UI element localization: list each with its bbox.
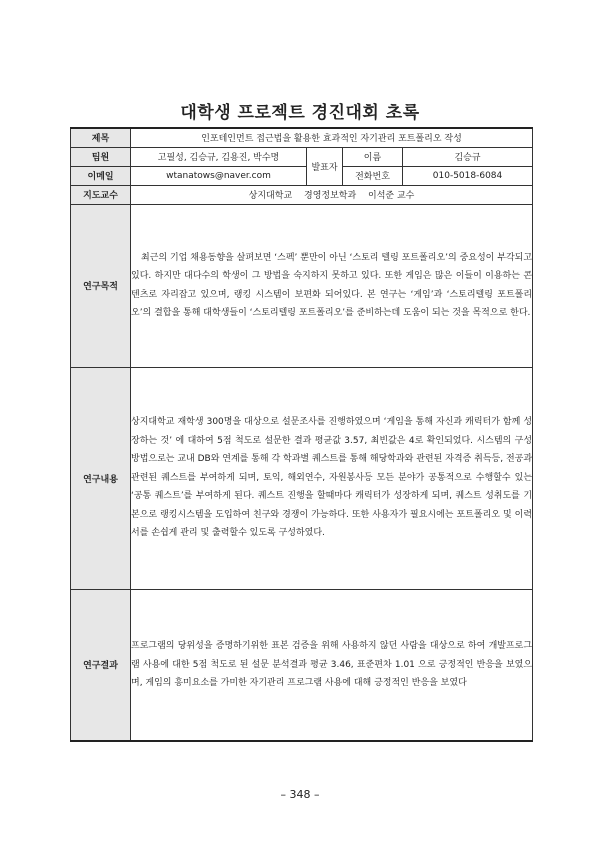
email-row: [71, 166, 533, 185]
phone-label: 전화번호: [343, 166, 403, 185]
purpose-text: 최근의 기업 채용동향을 살펴보면 ‘스펙’ 뿐만이 아닌 ‘스토리 텔링 포트폴리오’의 중요성이 부각되고 있다. 하지만 대다수의 학생이 그 방법을 숙지하지 못하고 있다. 또한 게임은 많은 이들이 이용하는 콘텐츠로 자리잡고 있으며, 랭킹 시스템이 보편화 되어있다. 본 연구는 ‘게임’과 ‘스토리텔링 포트폴리오’의 결합을 통해 대학생들이 ‘스토리텔링 포트폴리오’를 준비하는데 도움이 되는 것을 목적으로 한다.: [131, 252, 533, 318]
abstract-table: [70, 127, 533, 742]
presenter-label: 발표자: [307, 147, 343, 185]
page-number: – 348 –: [280, 788, 320, 801]
purpose-label: 연구목적: [71, 204, 131, 367]
result-cell: [131, 589, 533, 741]
content-cell: [131, 367, 533, 589]
subject-label: 제목: [71, 128, 131, 147]
name-label: 이름: [343, 147, 403, 166]
result-row: [71, 589, 533, 741]
subject-value: 인포테인먼트 접근법을 활용한 효과적인 자기관리 포트폴리오 작성: [131, 128, 533, 147]
phone-value: 010-5018-6084: [403, 166, 533, 185]
team-value: 고필성, 김승규, 김용진, 박수명: [131, 147, 307, 166]
advisor-label: 지도교수: [71, 185, 131, 204]
subject-row: [71, 128, 533, 147]
team-label: 팀원: [71, 147, 131, 166]
content-label: 연구내용: [71, 367, 131, 589]
purpose-row: [71, 204, 533, 367]
content-text: 상지대학교 재학생 300명을 대상으로 설문조사를 진행하였으며 ‘게임을 통해 자신과 캐릭터가 함께 성장하는 것’ 에 대하여 5점 척도로 설문한 결과 평균값 3.57, 최빈값은 4로 확인되었다. 시스템의 구성방법으로는 교내 DB와 연계를 통해 각 학과별 퀘스트를 통해 해당학과와 관련된 자격증 취득등, 전공과 관련된 퀘스트를 부여하게 되며, 토익, 해외연수, 자원봉사등 모든 분야가 공통적으로 수행할수 있는 ‘공통 퀘스트’를 부여하게 된다. 퀘스트 진행을 할때마다 캐릭터가 성장하게 되며, 퀘스트 성취도를 기본으로 랭킹시스템을 도입하여 친구와 경쟁이 가능하다. 또한 사용자가 필요시에는 포트폴리오 및 이력서를 손쉽게 관리 및 출력할수 있도록 구성하였다.: [131, 417, 533, 539]
name-value: 김승규: [403, 147, 533, 166]
advisor-row: [71, 185, 533, 204]
content-row: [71, 367, 533, 589]
result-text: 프로그램의 당위성을 증명하기위한 표본 검증을 위해 사용하지 않던 사람을 대상으로 하여 개발프로그램 사용에 대한 5점 척도로 된 설문 분석결과 평균 3.46, 표준편차 1.01 으로 긍정적인 반응을 보였으며, 게임의 흥미요소를 가미한 자기관리 프로그램 사용에 대해 긍정적인 반응을 보였다: [131, 641, 533, 688]
advisor-value: 상지대학교 경영정보학과 이석준 교수: [131, 185, 533, 204]
purpose-cell: [131, 204, 533, 367]
email-label: 이메일: [71, 166, 131, 185]
team-row: [71, 147, 533, 166]
email-value: wtanatows@naver.com: [131, 166, 307, 185]
result-label: 연구결과: [71, 589, 131, 741]
document-title: 대학생 프로젝트 경진대회 초록: [180, 103, 420, 123]
